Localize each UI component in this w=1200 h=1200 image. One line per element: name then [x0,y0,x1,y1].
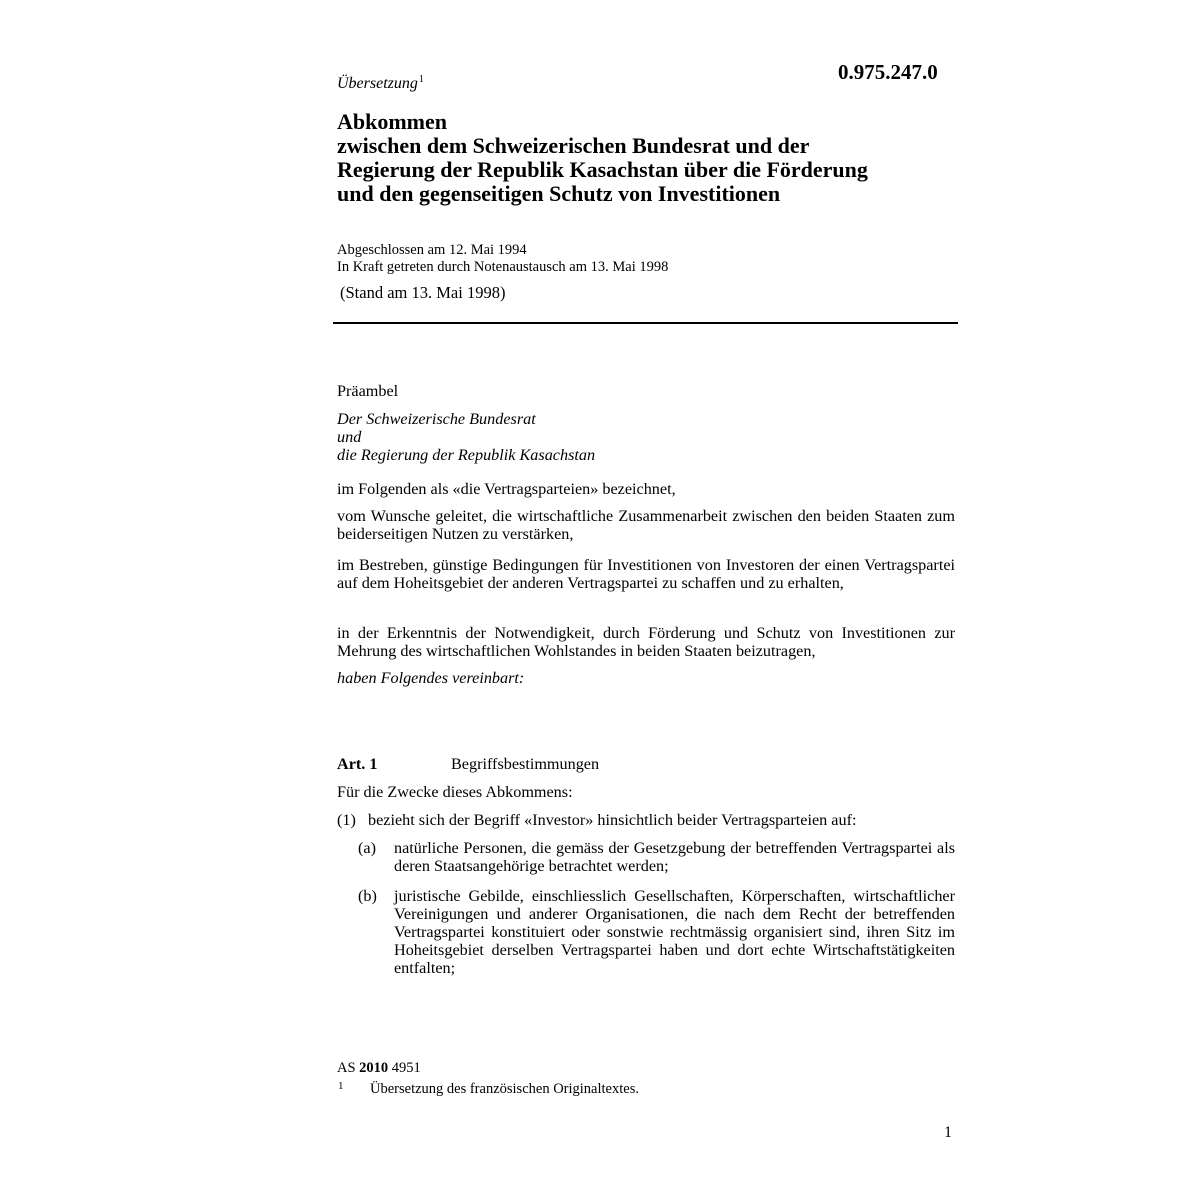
article-number: Art. 1 [337,755,378,773]
as-page: 4951 [391,1060,421,1076]
item-text: natürliche Personen, die gemäss der Gesetzgebung der betreffenden Vertragspartei als deren Staatsangehörige betrachtet werden; [394,839,955,875]
footnote-text: Übersetzung des französischen Originaltextes. [370,1081,639,1097]
item-label: (a) [358,839,376,857]
concluded-date: Abgeschlossen am 12. Mai 1994 [337,242,527,258]
title-line: Regierung der Republik Kasachstan über die Förderung [337,157,868,182]
preamble-paragraph: in der Erkenntnis der Notwendigkeit, durch Förderung und Schutz von Investitionen zur Mehrung des wirtschaftlichen Wohlstandes in beiden Staaten beizutragen, [337,624,955,660]
footnote-number: 1 [338,1080,344,1092]
item-label: (b) [358,887,377,905]
sr-number: 0.975.247.0 [838,60,938,84]
title-line: Abkommen [337,109,448,134]
preamble-paragraph: im Folgenden als «die Vertragsparteien» bezeichnet, [337,480,676,498]
official-collection-reference [337,1060,421,1077]
party-line: und [337,428,362,446]
translation-label-text: Übersetzung [337,75,418,92]
footnote-reference[interactable]: 1 [418,74,424,85]
title-line: zwischen dem Schweizerischen Bundesrat und der [337,133,810,158]
article-intro: Für die Zwecke dieses Abkommens: [337,783,573,801]
preamble-heading: Präambel [337,382,399,400]
item-text: juristische Gebilde, einschliesslich Gesellschaften, Körperschaften, wirtschaftlicher Vereinigungen und anderer Organisationen, die nach dem Recht der betreffenden Vertragspartei konstituiert oder sonstwie rechtmässig organisiert sind, ihren Sitz im Hoheitsgebiet derselben Vertragspartei haben und dort echte Wirtschaftstätigkeiten entfalten; [394,887,955,977]
header-divider [333,322,958,324]
clause-text: bezieht sich der Begriff «Investor» hinsichtlich beider Vertragsparteien auf: [368,811,857,829]
preamble-closing: haben Folgendes vereinbart: [337,669,525,687]
page-number: 1 [944,1124,952,1141]
clause-label: (1) [337,811,356,829]
party-line: Der Schweizerische Bundesrat [337,410,536,428]
preamble-paragraph: im Bestreben, günstige Bedingungen für Investitionen von Investoren der einen Vertragspartei auf dem Hoheitsgebiet der anderen Vertragspartei zu schaffen und zu erhalten, [337,556,955,592]
translation-label [337,74,424,93]
as-prefix: AS [337,1060,356,1076]
article-title: Begriffsbestimmungen [451,755,600,773]
preamble-paragraph: vom Wunsche geleitet, die wirtschaftliche Zusammenarbeit zwischen den beiden Staaten zum beiderseitigen Nutzen zu verstärken, [337,507,955,543]
preamble-parties [337,410,595,464]
document-title [337,110,977,206]
treaty-dates [337,242,668,276]
as-year: 2010 [359,1060,389,1076]
party-line: die Regierung der Republik Kasachstan [337,446,596,464]
title-line: und den gegenseitigen Schutz von Investitionen [337,181,781,206]
status-date: (Stand am 13. Mai 1998) [340,283,506,302]
in-force-date: In Kraft getreten durch Notenaustausch am 13. Mai 1998 [337,259,669,275]
